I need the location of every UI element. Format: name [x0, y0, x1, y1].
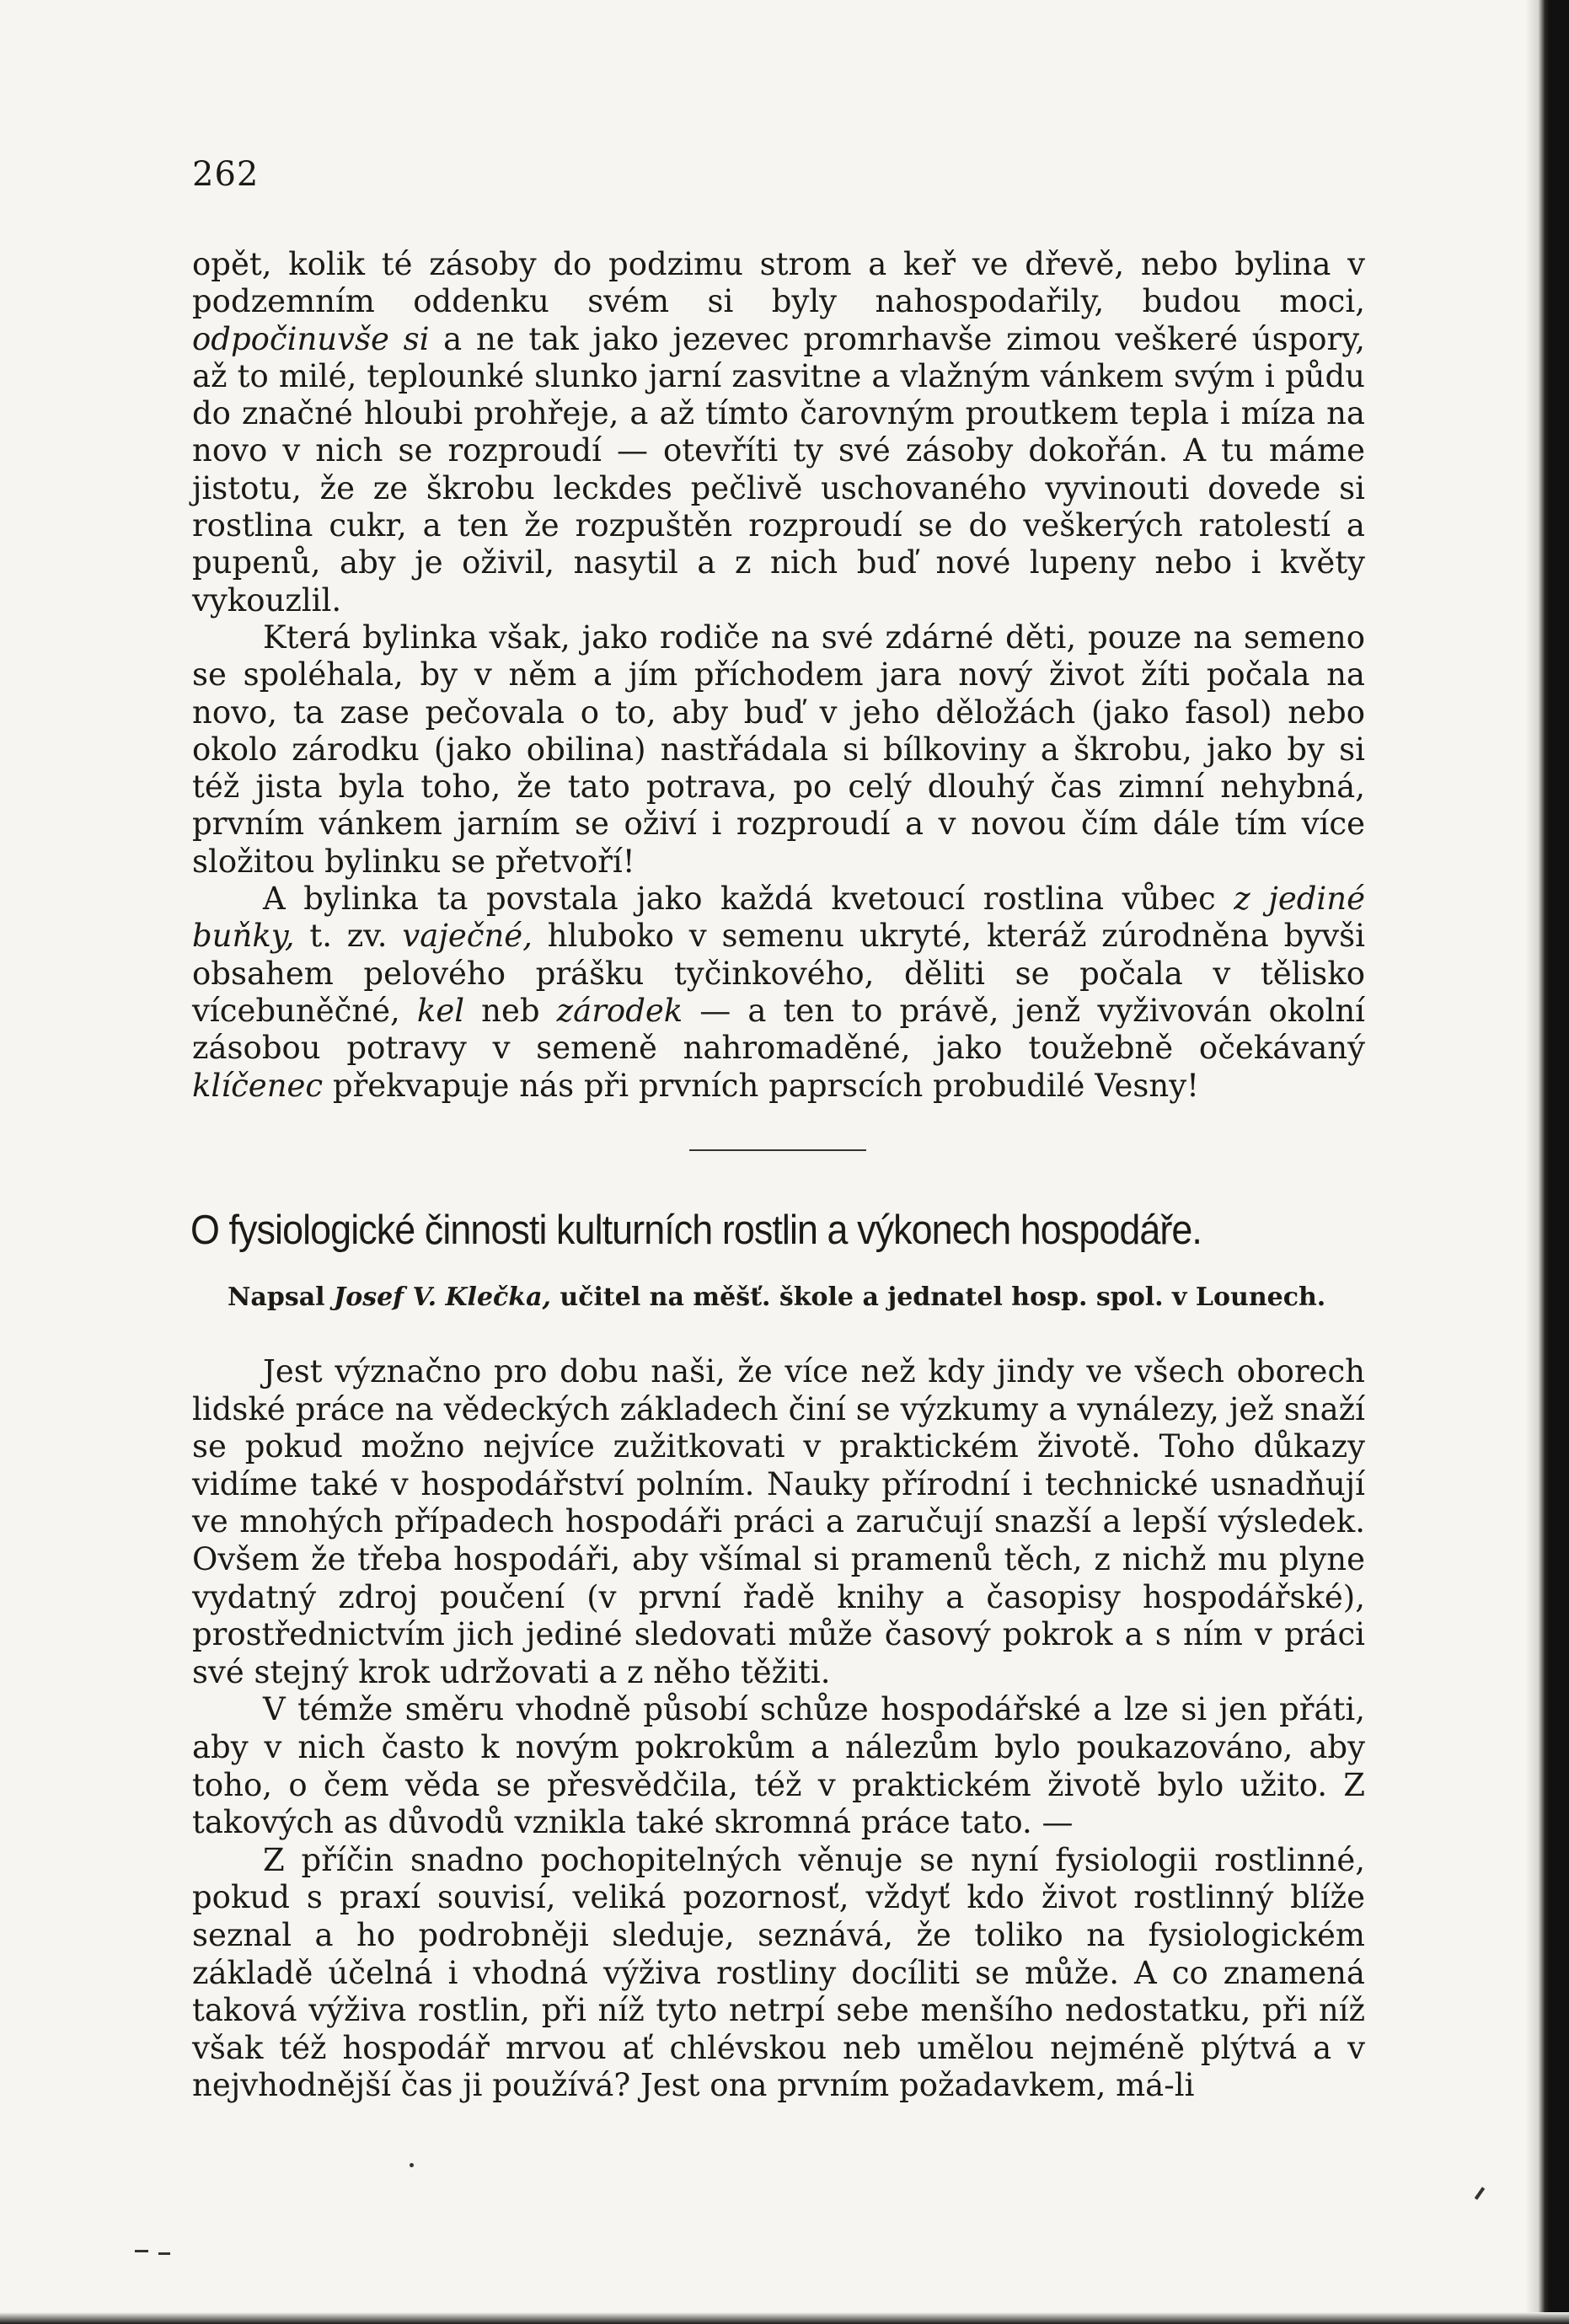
text-run: překvapuje nás při prvních paprscích probudilé Vesny! [323, 1067, 1200, 1104]
author-description: učitel na měšť. škole a jednatel hosp. spol. v Lounech. [560, 1282, 1326, 1312]
scan-speck [410, 2163, 414, 2167]
article-title: O fysiologické činnosti kulturních rostlin a výkonech hospodáře. [190, 1208, 1202, 1253]
author-name: Josef V. Klečka, [334, 1282, 551, 1312]
text-run: t. zv. [294, 918, 403, 955]
continued-text [192, 246, 1365, 1105]
byline [228, 1282, 1340, 1312]
section-divider [689, 1149, 866, 1151]
italic-term: odpočinuvše si [192, 320, 430, 357]
text-run: a ne tak jako jezevec promrhavše zimou veškeré úspory, až to milé, teplounké slunko jarní zasvitne a vlažným vánkem svým i půdu do značné hloubi prohřeje, a až tímto čarovným proutkem tepla i míza na novo v nich se rozproudí — otevříti ty své zásoby dokořán. A tu máme jistotu, že ze škrobu leckdes pečlivě uschovaného vyvinouti dovede si rostlina cukr, a ten že rozpuštěn rozproudí se do veškerých ratolestí a pupenů, aby je oživil, nasytil a z nich buď nové lupeny nebo i květy vykouzlil. [192, 320, 1365, 618]
italic-term: zárodek [556, 992, 683, 1029]
italic-term: klíčenec [192, 1067, 324, 1104]
italic-term: z jediné buňky, [192, 881, 1365, 955]
text-run: opět, kolik té zásoby do podzimu strom a keř ve dřevě, nebo bylina v podzemním oddenku svém si byly nahospodařily, budou moci, [192, 246, 1365, 320]
scan-speck [158, 2252, 170, 2255]
paragraph: V témže směru vhodně působí schůze hospodářské a lze si jen přáti, aby v nich často k novým pokrokům a nálezům bylo poukazováno, aby toho, o čem věda se přesvědčila, též v praktickém životě bylo užito. Z takových as důvodů vznikla také skromná práce tato. — [192, 1691, 1365, 1841]
page-number: 262 [192, 155, 260, 194]
scan-edge-right [1525, 0, 1569, 2324]
scan-speck [1475, 2187, 1485, 2199]
text-run: Která bylinka však, jako rodiče na své zdárné děti, pouze na semeno se spoléhala, by v něm a jím příchodem jara nový život žíti počala na novo, ta zase pečovala o to, aby buď v jeho děložách (jako fasol) nebo okolo zárodku (jako obilina) nastřádala si bílkoviny a škrobu, jako by si též jista byla toho, že tato potrava, po celý dlouhý čas zimní nehybná, prvním vánkem jarním se oživí i rozproudí a v novou čím dále tím více složitou bylinku se přetvoří! [192, 618, 1365, 880]
text-run: — a ten to právě, jenž vyživován okolní zásobou potravy v semeně nahromaděné, jako toužebně očekávaný [192, 992, 1365, 1067]
scan-edge-bottom [0, 2312, 1569, 2324]
byline-prefix: Napsal [228, 1282, 325, 1312]
text-run: hluboko v semenu ukryté, kteráž zúrodněna byvši obsahem pelového prášku tyčinkového, děliti se počala v tělisko vícebuněčné, [192, 918, 1365, 1029]
paragraph [192, 619, 1365, 881]
paragraph: Jest význačno pro dobu naši, že více než kdy jindy ve všech oborech lidské práce na vědeckých základech činí se výzkumy a vynálezy, jež snaží se pokud možno nejvíce zužitkovati v praktickém životě. Toho důkazy vidíme také v hospodářství polním. Nauky přírodní i technické usnadňují ve mnohých případech hospodáři práci a zaručují snazší a lepší výsledek. Ovšem že třeba hospodáři, aby všímal si pramenů těch, z nichž mu plyne vydatný zdroj poučení (v první řadě knihy a časopisy hospodářské), prostřednictvím jich jediné sledovati může časový pokrok a s ním v práci své stejný krok udržovati a z něho těžiti. [192, 1353, 1365, 1690]
paragraph-continued [192, 246, 1365, 619]
italic-term: kel [416, 992, 465, 1029]
scan-speck [135, 2250, 148, 2252]
italic-term: vaječné, [402, 918, 533, 955]
paragraph: Z příčin snadno pochopitelných věnuje se nyní fysiologii rostlinné, pokud s praxí souvisí, veliká pozornosť, vždyť kdo život rostlinný blíže seznal a ho podrobněji sleduje, seznává, že toliko na fysiologickém základě účelná i vhodná výživa rostliny docíliti se může. A co znamená taková výživa rostlin, při níž tyto netrpí sebe menšího nedostatku, při níž však též hospodář mrvou ať chlévskou neb umělou nejméně plýtvá a v nejvhodnější čas ji používá? Jest ona prvním požadavkem, má-li [192, 1841, 1365, 2104]
text-run: A bylinka ta povstala jako každá kvetoucí rostlina vůbec [263, 881, 1234, 918]
article-body [192, 1353, 1365, 2105]
text-run: neb [464, 992, 557, 1029]
paragraph [192, 881, 1365, 1105]
